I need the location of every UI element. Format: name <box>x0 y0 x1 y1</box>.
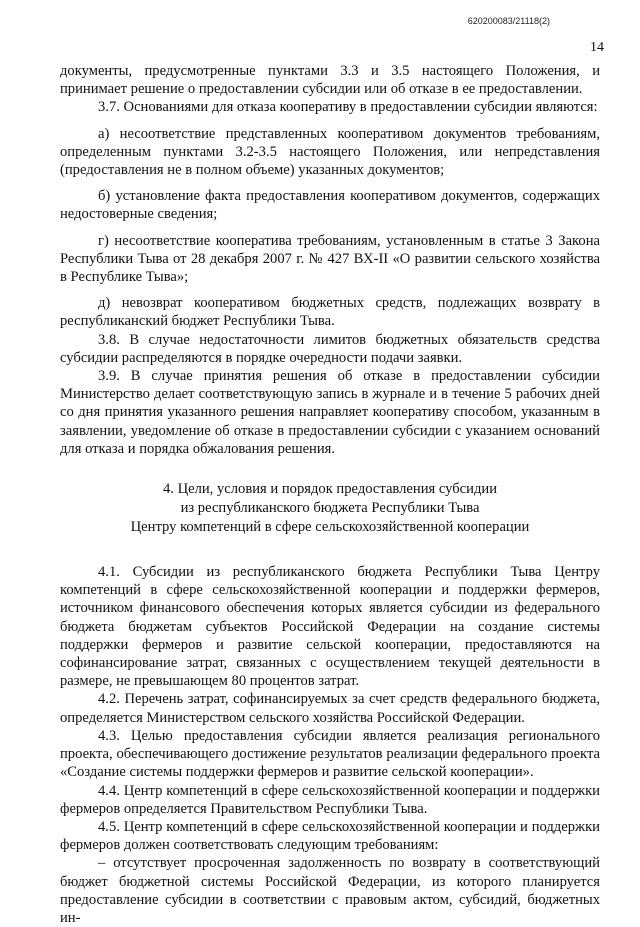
paragraph-4-3: 4.3. Целью предоставления субсидии является реализация регионального проекта, обеспечивающего достижение результатов реализации федерального проекта «Создание системы поддержки фермеров и развитие сельской кооперации». <box>60 727 600 781</box>
section-heading-line-3: Центру компетенций в сфере сельскохозяйственной кооперации <box>130 519 530 536</box>
paragraph-4-5: 4.5. Центр компетенций в сфере сельскохозяйственной кооперации и поддержки фермеров должен соответствовать следующим требованиям: <box>60 818 600 854</box>
requirement-item: – отсутствует просроченная задолженность по возврату в соответствующий бюджет бюджетной системы Российской Федерации, из которого планируется предоставление субсидии в соответствии с правовым актом, субсидий, бюджетных ин- <box>60 855 600 926</box>
document-body <box>60 62 600 927</box>
paragraph-3-7: 3.7. Основаниями для отказа кооперативу в предоставлении субсидии являются: <box>98 99 598 116</box>
section-heading <box>60 480 600 537</box>
list-item-d: д) невозврат кооперативом бюджетных средств, подлежащих возврату в республиканский бюджет Республики Тыва. <box>60 295 600 330</box>
list-item-g: г) несоответствие кооператива требованиям, установленным в статье 3 Закона Республики Тыва от 28 декабря 2007 г. № 427 ВХ-II «О развитии сельского хозяйства в Республике Тыва»; <box>60 232 600 286</box>
paragraph-4-4: 4.4. Центр компетенций в сфере сельскохозяйственной кооперации и поддержки фермеров определяется Правительством Республики Тыва. <box>60 782 600 817</box>
list-item-a: а) несоответствие представленных кооперативом документов требованиям, определенным пунктами 3.2-3.5 настоящего Положения, или непредставления (предоставления не в полном объеме) указанных документов; <box>60 125 600 179</box>
list-item-b: б) установление факта предоставления кооперативом документов, содержащих недостоверные сведения; <box>60 188 600 223</box>
paragraph-4-1: 4.1. Субсидии из республиканского бюджета Республики Тыва Центру компетенций в сфере сельскохозяйственной кооперации и поддержки фермеров, источником финансового обеспечения которых является субсидии из федерального бюджета бюджетам субъектов Российской Федерации на создание системы поддержки фермеров и развитие сельской кооперации, предоставляются на софинансирование затрат, связанных с осуществлением текущей деятельности в размере, не превышающем 80 процентов затрат. <box>60 564 600 690</box>
paragraph-4-2: 4.2. Перечень затрат, софинансируемых за счет средств федерального бюджета, определяется Министерством сельского хозяйства Российской Федерации. <box>60 691 600 726</box>
document-code: 620200083/21118(2) <box>467 16 550 26</box>
paragraph-3-8: 3.8. В случае недостаточности лимитов бюджетных обязательств средства субсидии распределяются в порядке очередности подачи заявки. <box>60 331 600 366</box>
page-number: 14 <box>590 40 604 55</box>
section-heading-line-1: 4. Цели, условия и порядок предоставления субсидии <box>162 481 498 498</box>
paragraph-continuation: документы, предусмотренные пунктами 3.3 и 3.5 настоящего Положения, и принимает решение о предоставлении субсидии или об отказе в ее предоставлении. <box>60 63 600 98</box>
section-heading-line-2: из республиканского бюджета Республики Тыва <box>180 500 480 517</box>
paragraph-3-9: 3.9. В случае принятия решения об отказе в предоставлении субсидии Министерство делает соответствующую запись в журнале и в течение 5 рабочих дней со дня принятия указанного решения направляет кооперативу способом, указанным в заявлении, уведомление об отказе в предоставлении субсидии с указанием оснований для отказа и порядка обжалования решения. <box>60 368 600 457</box>
